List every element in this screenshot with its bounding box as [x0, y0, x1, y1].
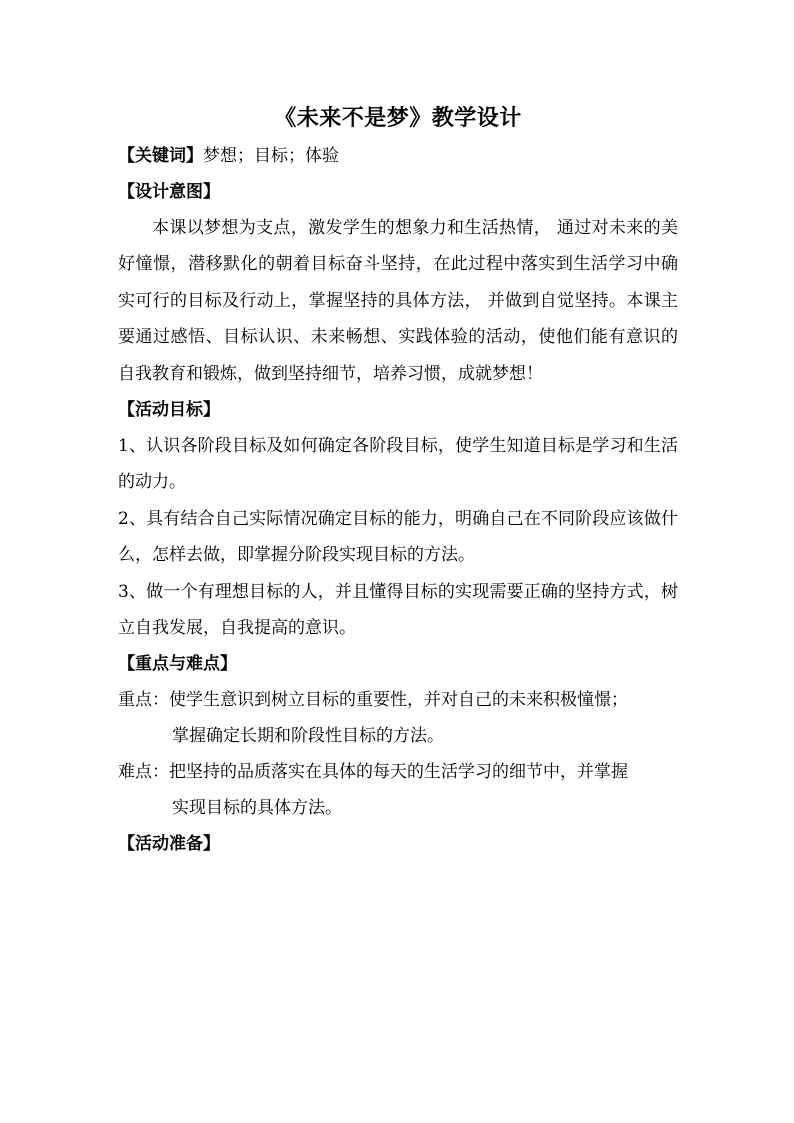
preparation-heading: 【活动准备】 — [118, 834, 220, 855]
design-intent-heading: 【设计意图】 — [118, 182, 220, 202]
document-title: 《未来不是梦》教学设计 — [274, 105, 522, 131]
activity-goal-item-2: 2、具有结合自己实际情况确定目标的能力，明确自己在不同阶段应该做什么，怎样去做，即掌握分阶段实现目标的方法。 — [118, 508, 678, 566]
difficulty-line-2: 实现目标的具体方法。 — [172, 798, 342, 819]
focus-line-2: 掌握确定长期和阶段性目标的方法。 — [172, 726, 444, 747]
key-points-heading: 【重点与难点】 — [118, 654, 237, 675]
keywords-value: 梦想；目标；体验 — [203, 146, 339, 166]
design-intent-paragraph: 本课以梦想为支点，激发学生的想象力和生活热情， 通过对未来的美好憧憬，潜移默化的朝着目标奋斗坚持，在此过程中落实到生活学习中确实可行的目标及行动上，掌握坚持的具体方法， 并做到自觉坚持。本课主要通过感悟、目标认识、未来畅想、实践体验的活动，使他们能有意识的自我教育和锻炼，做到坚持细节，培养习惯，成就梦想！ — [118, 218, 678, 384]
difficulty-line-1: 难点：把坚持的品质落实在具体的每天的生活学习的细节中，并掌握 — [118, 762, 628, 783]
activity-goals-heading: 【活动目标】 — [118, 400, 220, 421]
keywords-label: 【关键词】 — [118, 146, 203, 166]
activity-goal-item-3: 3、做一个有理想目标的人，并且懂得目标的实现需要正确的坚持方式，树立自我发展，自我提高的意识。 — [118, 581, 678, 639]
document-page — [118, 98, 678, 862]
activity-goal-item-1: 1、认识各阶段目标及如何确定各阶段目标，使学生知道目标是学习和生活的动力。 — [118, 436, 678, 493]
focus-line-1: 重点：使学生意识到树立目标的重要性，并对自己的未来积极憧憬； — [118, 690, 628, 711]
keywords-line — [118, 138, 678, 174]
